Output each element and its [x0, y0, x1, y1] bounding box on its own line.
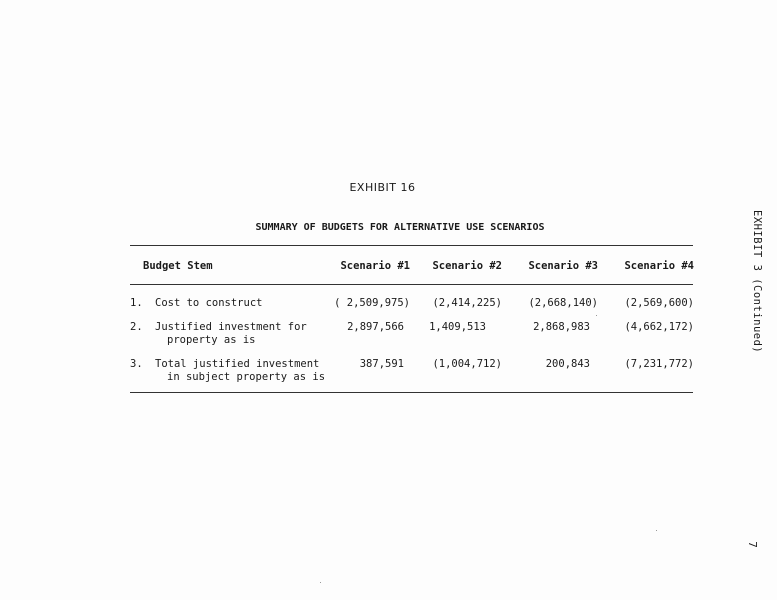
table-bottom-rule	[130, 392, 693, 393]
row-scenario-3-value: 2,868,983	[533, 321, 590, 333]
exhibit-title: EXHIBIT 16	[349, 181, 416, 194]
row-scenario-4-value: (4,662,172)	[624, 321, 694, 333]
scan-speck	[320, 582, 321, 583]
row-number: 1.	[130, 297, 143, 309]
table-title: SUMMARY OF BUDGETS FOR ALTERNATIVE USE SCENARIOS	[255, 222, 545, 233]
row-scenario-1-value: ( 2,509,975)	[334, 297, 410, 309]
row-scenario-1-value: 2,897,566	[347, 321, 404, 333]
header-budget-stem: Budget Stem	[143, 260, 213, 272]
row-scenario-4-value: (7,231,772)	[624, 358, 694, 370]
row-number: 3.	[130, 358, 143, 370]
row-scenario-4-value: (2,569,600)	[624, 297, 694, 309]
scan-speck	[596, 315, 597, 316]
table-header-rule	[130, 284, 693, 285]
row-scenario-2-value: 1,409,513	[429, 321, 486, 333]
row-scenario-3-value: (2,668,140)	[528, 297, 598, 309]
row-label: Total justified investment	[155, 358, 320, 370]
header-scenario-2: Scenario #2	[432, 260, 502, 272]
header-scenario-4: Scenario #4	[624, 260, 694, 272]
header-scenario-3: Scenario #3	[528, 260, 598, 272]
row-scenario-1-value: 387,591	[359, 358, 404, 370]
side-exhibit-label: EXHIBIT 3 (Continued)	[751, 210, 763, 354]
row-scenario-2-value: (1,004,712)	[432, 358, 502, 370]
row-label-continued: property as is	[167, 334, 256, 346]
row-label-continued: in subject property as is	[167, 371, 326, 383]
page-number: 7	[745, 541, 759, 548]
row-label: Justified investment for	[155, 321, 307, 333]
row-label: Cost to construct	[155, 297, 263, 309]
scan-speck	[656, 530, 657, 531]
header-scenario-1: Scenario #1	[340, 260, 410, 272]
row-scenario-3-value: 200,843	[545, 358, 590, 370]
table-top-rule	[130, 245, 693, 246]
row-scenario-2-value: (2,414,225)	[432, 297, 502, 309]
row-number: 2.	[130, 321, 143, 333]
